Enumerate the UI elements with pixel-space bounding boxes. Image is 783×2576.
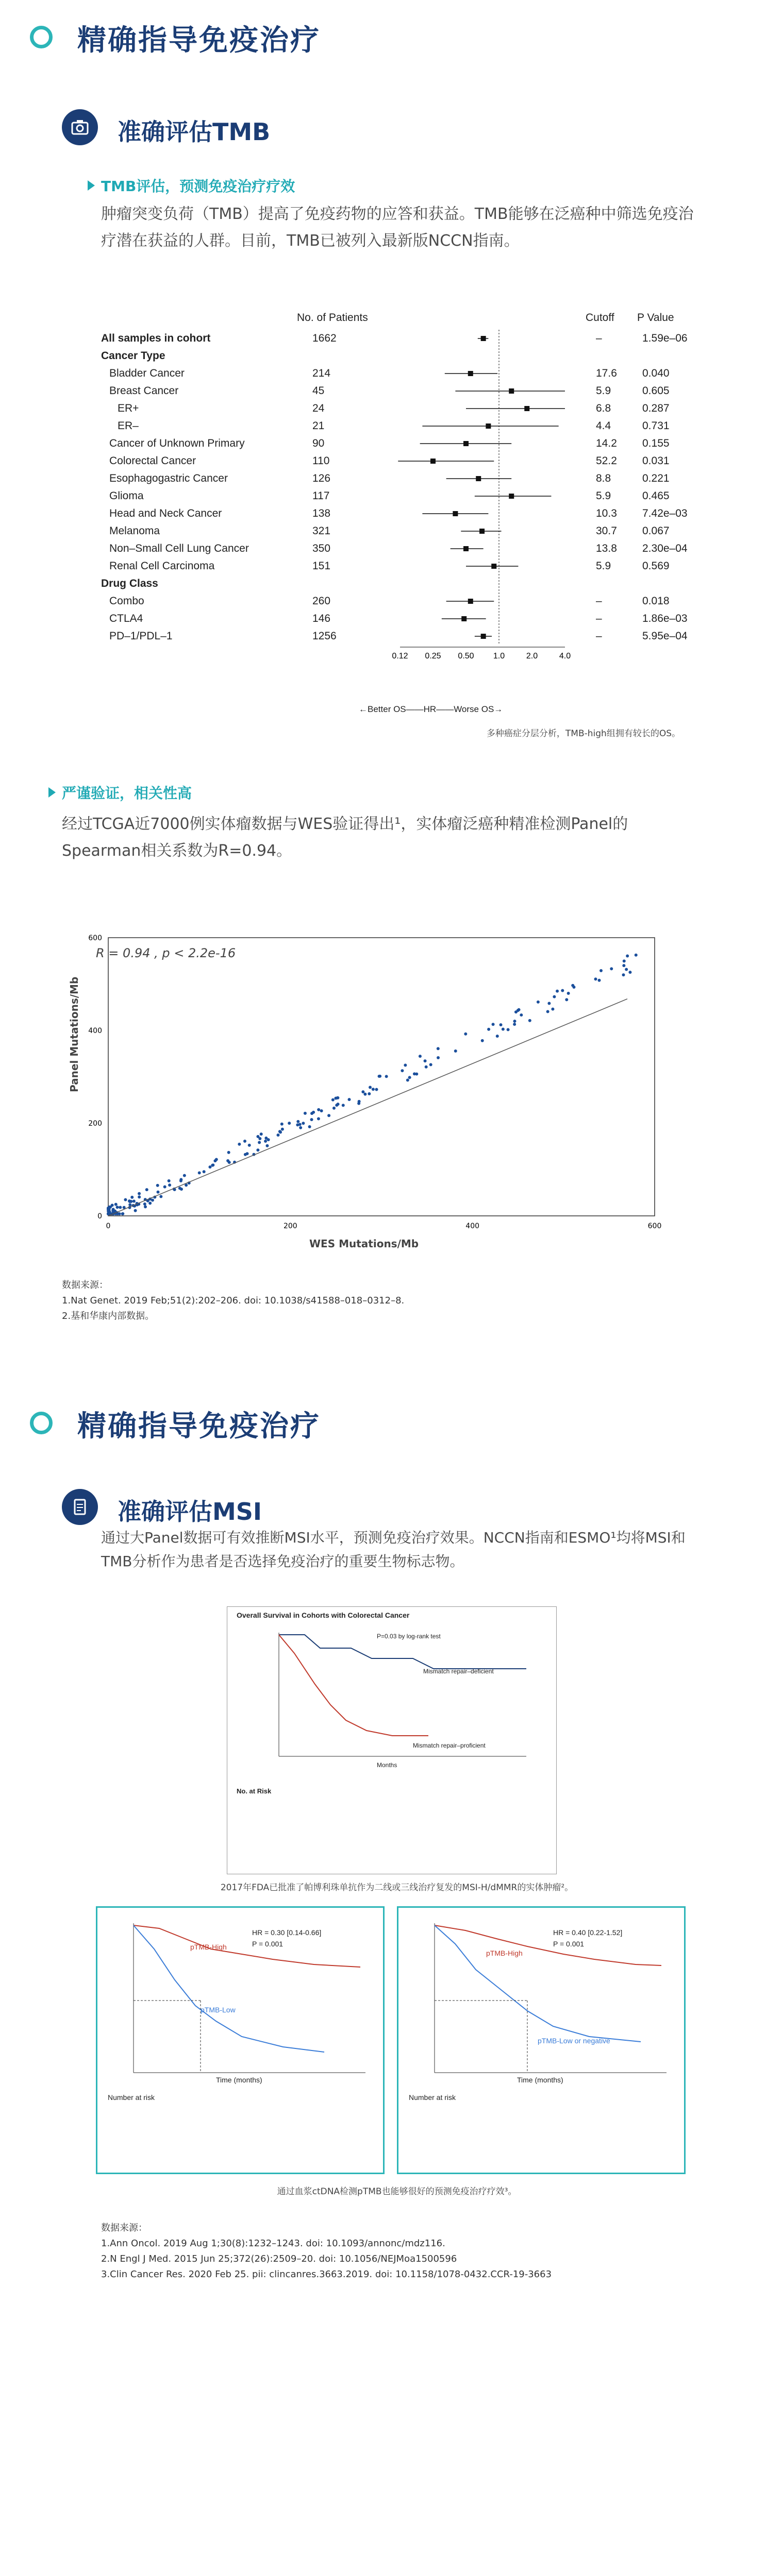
scatter-point [507,1028,510,1031]
forest-row-cutoff: 5.9 [596,490,611,502]
scatter-point [198,1172,201,1175]
scatter-point [203,1170,206,1173]
scatter-xtick: 600 [647,1222,662,1230]
section-factors [0,2555,783,2576]
scatter-point [128,1200,131,1203]
scatter-point [499,1023,503,1026]
scatter-point [547,1002,551,1005]
scatter-point [375,1088,378,1091]
scatter-point [145,1188,148,1191]
scatter-point [308,1125,311,1128]
scatter-point [335,1104,338,1107]
forest-row-p: 7.42e–03 [642,507,688,519]
forest-row-cutoff: 52.2 [596,455,617,467]
scatter-point [208,1165,211,1168]
ref-line: 2.N Engl J Med. 2015 Jun 25;372(26):2509–20. doi: 10.1056/NEJMoa1500596 [101,2253,457,2264]
scatter-point [513,1020,516,1023]
section-ring-icon [30,1412,53,1434]
scatter-point [107,1208,110,1211]
forest-row-cutoff: – [596,613,602,624]
forest-col-patients: No. of Patients [297,312,368,324]
forest-marks [390,330,575,690]
legend-pmmr: Mismatch repair–proficient [413,1742,486,1749]
scatter-point [385,1075,388,1078]
forest-estimate [481,336,486,341]
forest-row-label: Bladder Cancer [109,367,185,379]
scatter-point [635,954,638,957]
scatter-point [111,1210,114,1213]
scatter-point [424,1059,427,1062]
scatter-point [553,995,556,998]
scatter-point [276,1133,279,1137]
km-panel-left [96,1906,385,2174]
forest-axis-label: ←Better OS——HR——Worse OS→ [359,704,503,714]
scatter-point [168,1179,171,1182]
scatter-point [437,1047,440,1050]
scatter-point [156,1184,159,1187]
scatter-point [361,1090,364,1093]
forest-row-cutoff: 30.7 [596,525,617,537]
scatter-point [302,1122,305,1125]
forest-tick-label: 0.25 [425,652,441,660]
scatter-point [556,990,559,993]
scatter-point [211,1163,214,1166]
scatter-point [296,1120,299,1123]
scatter-point [228,1161,231,1164]
forest-row-n: 138 [312,507,331,519]
bullet-heading: 严谨验证，相关性高 [62,782,192,803]
forest-row-cutoff: 8.8 [596,472,611,484]
ref-line: 1.Ann Oncol. 2019 Aug 1;30(8):1232–1243. doi: 10.1093/annonc/mdz116. [101,2238,445,2249]
legend-high: pTMB-High [190,1943,227,1951]
forest-row-n: 45 [312,385,325,397]
scatter-point [258,1137,261,1140]
scatter-point [148,1201,152,1205]
forest-row-label: Melanoma [109,525,160,537]
forest-row-n: 214 [312,367,331,379]
scatter-xtick: 200 [283,1222,297,1230]
forest-estimate [461,616,467,621]
forest-row-p: 0.287 [642,402,670,414]
scatter-point [594,977,597,980]
scatter-point [429,1063,432,1066]
ref-line: 1.Nat Genet. 2019 Feb;51(2):202–206. doi: 10.1038/s41588–018–0312–8. [62,1295,405,1306]
forest-row-p: 1.59e–06 [642,332,688,344]
scatter-point [281,1128,284,1131]
forest-row-p: 1.86e–03 [642,613,688,624]
subsection-title: 准确评估MSI [118,1498,262,1526]
scatter-point [256,1148,259,1151]
section-title [77,2570,321,2576]
forest-row-n: 24 [312,402,325,414]
forest-row-cutoff: 13.8 [596,543,617,554]
forest-estimate [486,423,491,429]
scatter-point [363,1093,366,1096]
scatter-ytick: 600 [88,934,102,942]
forest-row-p: 0.031 [642,455,670,467]
scatter-point [599,969,603,972]
scatter-point [267,1138,270,1141]
scatter-point [299,1126,302,1129]
forest-estimate [524,406,529,411]
forest-row-cutoff: 6.8 [596,402,611,414]
forest-estimate [463,546,469,551]
forest-row-label: Cancer of Unknown Primary [109,437,245,449]
forest-row-p: 0.465 [642,490,670,502]
forest-row-p: 0.221 [642,472,670,484]
scatter-point [565,998,568,1001]
scatter-point [378,1075,381,1078]
scatter-point [144,1205,147,1208]
scatter-point [119,1206,122,1209]
forest-row-cutoff: – [596,630,602,642]
x-label: Time (months) [216,2076,262,2084]
forest-estimate [491,564,496,569]
scatter-point [124,1198,127,1201]
forest-row-cutoff: 5.9 [596,560,611,572]
scatter-point [331,1098,335,1101]
scatter-point [518,1008,521,1011]
scatter-point [628,971,631,974]
scatter-point [317,1108,320,1111]
scatter-point [238,1143,241,1146]
scatter-point [626,954,629,957]
fig1-caption: 2017年FDA已批准了帕博利珠单抗作为二线或三线治疗复发的MSI-H/dMMR的实体肿瘤²。 [220,1883,574,1893]
forest-row-n: 21 [312,420,325,432]
scatter-point [622,964,625,967]
scatter-point [454,1049,457,1053]
scatter-point [116,1206,119,1209]
scatter-point [320,1109,323,1112]
forest-row-label: All samples in cohort [101,332,211,344]
scatter-ytick: 200 [88,1120,102,1128]
bullet-heading: TMB评估，预测免疫治疗疗效 [101,175,295,196]
scatter-point [157,1191,160,1194]
forest-row-label: Glioma [109,490,144,502]
forest-col-cutoff: Cutoff [586,312,614,324]
legend-dmmr: Mismatch repair–deficient [423,1668,494,1675]
scatter-point [513,1023,516,1026]
forest-row-n: 1662 [312,332,337,344]
km-caption: 通过血浆ctDNA检测pTMB也能够很好的预测免疫治疗疗效³。 [277,2187,517,2197]
scatter-point [168,1183,171,1187]
forest-row-label: Combo [109,595,144,607]
hr-label: HR = 0.30 [0.14-0.66] [252,1928,322,1937]
scatter-point [437,1056,440,1059]
scatter-point [342,1104,345,1107]
forest-estimate [476,476,481,481]
forest-row-cutoff: 10.3 [596,507,617,519]
forest-row-label: Head and Neck Cancer [109,507,222,519]
forest-estimate [481,634,486,639]
scatter-point [134,1209,137,1212]
forest-row-p: 0.569 [642,560,670,572]
figure-xlabel: Months [377,1761,397,1769]
forest-row-n: 350 [312,543,331,554]
p-label: P = 0.001 [252,1940,284,1948]
scatter-point [528,1019,531,1022]
forest-estimate [509,494,514,499]
scatter-point [520,1013,523,1016]
section-title: 精确指导免疫治疗 [77,1410,321,1443]
scatter-point [178,1187,181,1190]
msi-refs [101,2221,552,2282]
forest-row-n: 117 [312,490,330,502]
scatter-xtick: 400 [465,1222,480,1230]
forest-row-n: 1256 [312,630,337,642]
forest-tick-label: 1.0 [493,652,505,660]
scatter-point [159,1195,162,1198]
scatter-point [561,989,564,992]
forest-row-p: 2.30e–04 [642,543,688,554]
forest-row-n: 126 [312,472,331,484]
scatter-point [264,1140,267,1143]
scatter-point [514,1010,518,1013]
forest-row-label: Drug Class [101,578,158,589]
risk-title: Number at risk [409,2093,456,2102]
forest-row-p: 0.155 [642,437,670,449]
scatter-point [312,1111,315,1114]
scatter-point [310,1118,313,1121]
scatter-point [572,986,575,989]
forest-estimate [468,371,473,376]
forest-row-label: Renal Cell Carcinoma [109,560,215,572]
forest-row-label: Cancer Type [101,350,165,362]
section-title: 精确指导免疫治疗 [77,24,321,57]
scatter-point [143,1202,146,1206]
forest-row-label: PD–1/PDL–1 [109,630,173,642]
scatter-ytick: 400 [88,1027,102,1035]
scatter-xlabel: WES Mutations/Mb [309,1238,419,1250]
x-label: Time (months) [517,2076,563,2084]
forest-row-n: 146 [312,613,331,624]
scatter-fit-line [108,999,627,1216]
forest-tick-label: 0.12 [392,652,408,660]
scatter-point [138,1195,141,1198]
crc-survival-curves [258,1628,537,1772]
scatter-ytick: 0 [97,1212,102,1221]
scatter-point [622,973,625,976]
scatter-point [215,1158,218,1161]
forest-row-label: Colorectal Cancer [109,455,196,467]
km-panel-right [397,1906,686,2174]
legend-high: pTMB-High [486,1949,523,1957]
forest-tick-label: 4.0 [559,652,571,660]
section-msi [0,1391,783,2421]
scatter-point [304,1112,307,1115]
scatter-point [413,1072,416,1075]
scatter-point [419,1055,422,1058]
scatter-point [121,1212,124,1215]
forest-estimate [509,388,514,394]
legend-low: pTMB-Low [201,2006,236,2014]
forest-row-p: 0.731 [642,420,670,432]
scatter-point [358,1100,361,1103]
scatter-point [246,1152,249,1155]
scatter-point [401,1069,404,1072]
scatter-point [372,1088,375,1091]
risk-table-title: No. at Risk [237,1787,272,1795]
forest-row-p: 5.95e–04 [642,630,688,642]
scatter-point [108,1206,111,1209]
scatter-point [265,1144,269,1147]
scatter-point [625,968,628,971]
scatter-point [332,1107,336,1110]
scatter-point [243,1140,246,1143]
forest-row-n: 90 [312,437,325,449]
forest-row-p: 0.018 [642,595,670,607]
forest-row-label: CTLA4 [109,613,143,624]
section-ring-icon [30,26,53,48]
correlation-scatter [62,912,680,1252]
scatter-point [260,1132,263,1136]
forest-row-label: ER– [118,420,139,432]
ref-line: 数据来源： [62,1280,108,1291]
scatter-point [227,1151,230,1154]
scatter-point [288,1122,291,1125]
scatter-point [623,959,626,962]
scatter-point [368,1092,371,1095]
forest-estimate [479,529,485,534]
figure-pval: P=0.03 by log-rank test [377,1633,441,1640]
scatter-point [258,1141,261,1144]
forest-row-label: Breast Cancer [109,385,179,397]
hr-label: HR = 0.40 [0.22-1.52] [553,1928,623,1937]
scatter-point [317,1117,320,1121]
forest-tick-label: 0.50 [458,652,474,660]
scatter-xtick: 0 [106,1222,111,1230]
scatter-point [114,1203,118,1206]
scatter-point [546,1010,549,1013]
scatter-point [248,1144,251,1147]
scatter-point [179,1179,182,1182]
forest-row-cutoff: – [596,332,602,344]
forest-tick-label: 2.0 [526,652,538,660]
forest-row-cutoff: 4.4 [596,420,611,432]
forest-row-cutoff: – [596,595,602,607]
scatter-point [298,1123,302,1126]
tmb-refs [62,1278,404,1324]
scatter-point [487,1028,490,1031]
forest-estimate [453,511,458,516]
ref-line: 数据来源： [101,2223,147,2233]
scatter-point [551,1008,554,1011]
scatter-annotation: R = 0.94 , p < 2.2e-16 [96,946,236,960]
forest-row-n: 260 [312,595,331,607]
forest-row-label: Esophagogastric Cancer [109,472,228,484]
forest-col-p: P Value [637,312,674,324]
p-label: P = 0.001 [553,1940,585,1948]
scatter-point [481,1039,484,1042]
scatter-point [348,1098,351,1101]
scatter-point [597,979,601,982]
scatter-ylabel: Panel Mutations/Mb [68,976,80,1092]
forest-row-p: 0.040 [642,367,670,379]
forest-row-label: ER+ [118,402,139,414]
scatter-point [492,1023,495,1026]
crc-survival-figure [227,1606,557,1874]
scatter-point [567,992,570,995]
scatter-point [183,1174,186,1177]
forest-row-cutoff: 14.2 [596,437,617,449]
scatter-point [496,1035,499,1038]
scatter-point [369,1086,372,1089]
forest-estimate [463,441,469,446]
scatter-point [502,1028,505,1031]
scatter-point [464,1032,467,1036]
scatter-point [334,1097,337,1100]
scatter-point [132,1200,136,1203]
scatter-point [128,1203,131,1206]
scatter-point [610,967,613,970]
scatter-point [404,1063,407,1066]
forest-row-n: 110 [312,455,330,467]
scatter-point [537,1001,540,1004]
forest-row-n: 321 [312,525,331,537]
scatter-point [406,1078,409,1081]
validation-paragraph: 经过TCGA近7000例实体瘤数据与WES验证得出¹，实体瘤泛癌种精准检测Panel的Spearman相关系数为R=0.94。 [62,815,628,860]
risk-title: Number at risk [108,2093,155,2102]
forest-estimate [430,459,436,464]
scatter-point [163,1185,166,1189]
figure-title: Overall Survival in Cohorts with Colorectal Cancer [237,1611,410,1619]
ref-line: 3.Clin Cancer Res. 2020 Feb 25. pii: clincanres.3663.2019. doi: 10.1158/1078-0432.CCR-19-3663 [101,2269,552,2280]
forest-caption: 多种癌症分层分析，TMB-high组拥有较长的OS。 [486,728,680,739]
intro-paragraph: 肿瘤突变负荷（TMB）提高了免疫药物的应答和获益。TMB能够在泛癌种中筛选免疫治疗潜在获益的人群。目前，TMB已被列入最新版NCCN指南。 [101,205,694,250]
scatter-point [130,1196,134,1199]
document-icon [62,1489,98,1525]
forest-row-p: 0.067 [642,525,670,537]
forest-row-cutoff: 5.9 [596,385,611,397]
forest-row-cutoff: 17.6 [596,367,617,379]
scatter-point [138,1192,141,1195]
scatter-point [327,1114,330,1117]
subsection-title: 准确评估TMB [118,118,271,146]
scatter-point [408,1076,411,1079]
forest-row-label: Non–Small Cell Lung Cancer [109,543,249,554]
legend-low: pTMB-Low or negative [538,2037,610,2045]
scatter-point [425,1065,428,1069]
forest-row-n: 151 [312,560,331,572]
ref-line: 2.基和华康内部数据。 [62,1311,155,1321]
msi-paragraph: 通过大Panel数据可有效推断MSI水平，预测免疫治疗效果。NCCN指南和ESMO¹均将MSI和TMB分析作为患者是否选择免疫治疗的重要生物标志物。 [101,1529,686,1570]
camera-icon [62,109,98,145]
scatter-point [280,1123,284,1126]
scatter-point [278,1130,281,1133]
forest-estimate [468,599,473,604]
forest-row-p: 0.605 [642,385,670,397]
